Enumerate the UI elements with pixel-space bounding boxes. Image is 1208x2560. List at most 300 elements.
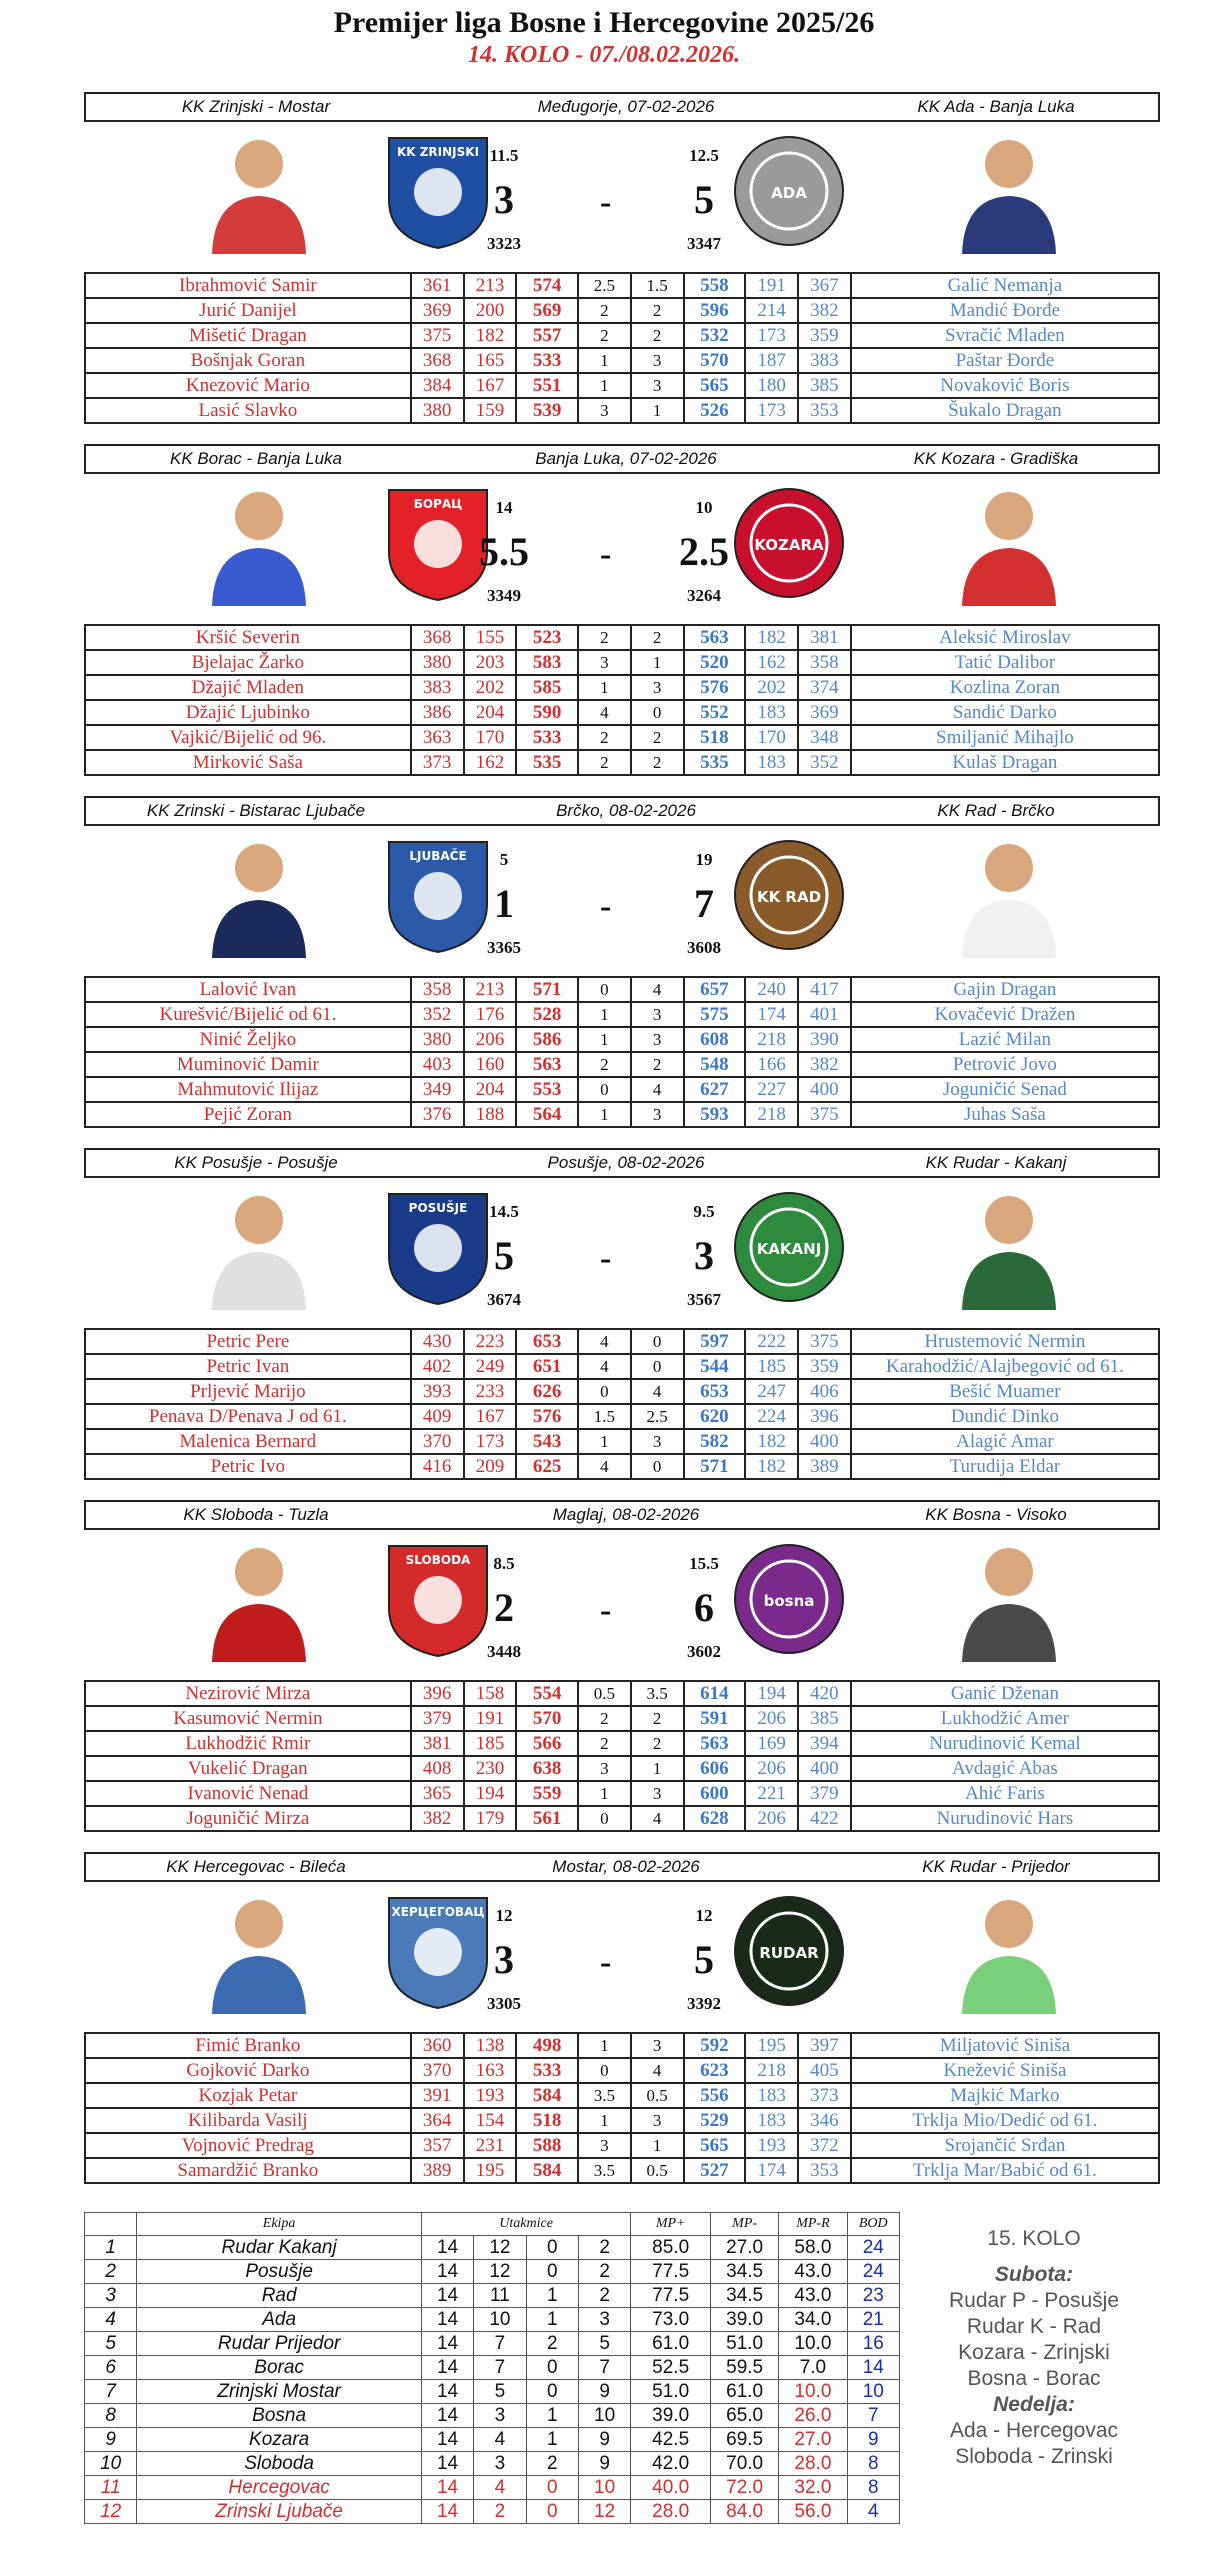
home-points: 8.5 <box>493 1554 515 1573</box>
home-clear: 167 <box>464 1404 517 1429</box>
player-row <box>85 1329 1159 1354</box>
away-clear: 218 <box>745 1027 798 1052</box>
score-separator: - <box>600 1944 612 1981</box>
player-row <box>85 1806 1159 1831</box>
player-row <box>85 1027 1159 1052</box>
away-clear: 227 <box>745 1077 798 1102</box>
home-clear: 200 <box>464 298 517 323</box>
away-clear: 191 <box>745 273 798 298</box>
home-full: 393 <box>411 1379 464 1404</box>
player-row <box>85 2058 1159 2083</box>
home-clear: 162 <box>464 750 517 775</box>
standings-played: 14 <box>421 2380 473 2404</box>
home-clear: 193 <box>464 2083 517 2108</box>
standings-mp-minus: 34.5 <box>710 2284 778 2308</box>
away-full: 348 <box>798 725 851 750</box>
away-clear: 247 <box>745 1379 798 1404</box>
home-player: Ibrahmović Samir <box>85 273 411 298</box>
away-clear: 174 <box>745 1002 798 1027</box>
standings-mp-r: 34.0 <box>779 2308 847 2332</box>
player-row <box>85 1379 1159 1404</box>
home-team: KK Zrinjski - Mostar <box>181 97 331 116</box>
standings-losses: 2 <box>578 2260 630 2284</box>
home-total: 533 <box>516 2058 578 2083</box>
away-clear: 170 <box>745 725 798 750</box>
home-player-photo <box>204 126 314 254</box>
standings-mp-minus: 84.0 <box>710 2500 778 2524</box>
away-total: 582 <box>684 1429 746 1454</box>
home-total: 570 <box>516 1706 578 1731</box>
home-full: 384 <box>411 373 464 398</box>
away-player: Tatić Dalibor <box>851 650 1159 675</box>
home-full: 380 <box>411 398 464 423</box>
player-row <box>85 398 1159 423</box>
day1-game: Kozara - Zrinjski <box>958 2341 1110 2364</box>
standings-mp-r: 27.0 <box>779 2428 847 2452</box>
away-set-points: 1 <box>631 650 684 675</box>
standings-losses: 3 <box>578 2308 630 2332</box>
away-clear: 173 <box>745 323 798 348</box>
match-venue-date: Banja Luka, 07-02-2026 <box>535 449 717 468</box>
standings-losses: 12 <box>578 2500 630 2524</box>
players-table <box>84 1328 1160 1480</box>
standings-points: 24 <box>847 2236 899 2260</box>
standings-draws: 2 <box>526 2452 578 2476</box>
home-clear: 170 <box>464 725 517 750</box>
home-player: Joguničić Mirza <box>85 1806 411 1831</box>
away-total: 532 <box>684 323 746 348</box>
standings-mp-minus: 39.0 <box>710 2308 778 2332</box>
home-set-points: 2 <box>578 323 631 348</box>
standings-mp-plus: 40.0 <box>631 2476 711 2500</box>
home-player: Malenica Bernard <box>85 1429 411 1454</box>
away-player: Bešić Muamer <box>851 1379 1159 1404</box>
away-points: 12.5 <box>689 146 719 165</box>
home-logo-text: KK ZRINJSKI <box>396 145 480 159</box>
home-full: 368 <box>411 348 464 373</box>
home-score: 1 <box>494 881 514 926</box>
away-set-points: 3 <box>631 2033 684 2058</box>
match-venue-date: Posušje, 08-02-2026 <box>547 1153 705 1172</box>
away-clear: 206 <box>745 1706 798 1731</box>
away-clear: 193 <box>745 2133 798 2158</box>
away-set-points: 2 <box>631 323 684 348</box>
home-full: 389 <box>411 2158 464 2183</box>
player-row <box>85 700 1159 725</box>
away-full: 422 <box>798 1806 851 1831</box>
home-score: 5.5 <box>479 529 529 574</box>
standings-losses: 7 <box>578 2356 630 2380</box>
away-clear: 180 <box>745 373 798 398</box>
home-full: 382 <box>411 1806 464 1831</box>
standings-mp-plus: 42.5 <box>631 2428 711 2452</box>
home-set-points: 1 <box>578 2033 631 2058</box>
standings-played: 14 <box>421 2284 473 2308</box>
standings-losses: 2 <box>578 2236 630 2260</box>
standings-losses: 2 <box>578 2284 630 2308</box>
match-block <box>84 1500 1160 1840</box>
home-clear: 249 <box>464 1354 517 1379</box>
standings-row <box>85 2284 900 2308</box>
away-clear: 182 <box>745 625 798 650</box>
home-points: 11.5 <box>489 146 519 165</box>
standings-row <box>85 2452 900 2476</box>
home-player: Vojnović Predrag <box>85 2133 411 2158</box>
standings-wins: 2 <box>474 2500 526 2524</box>
away-full: 394 <box>798 1731 851 1756</box>
standings-points: 8 <box>847 2452 899 2476</box>
away-set-points: 4 <box>631 1806 684 1831</box>
standings-losses: 5 <box>578 2332 630 2356</box>
standings-row <box>85 2332 900 2356</box>
home-team-total: 3323 <box>487 234 521 253</box>
away-player: Sandić Darko <box>851 700 1159 725</box>
away-player: Nurudinović Kemal <box>851 1731 1159 1756</box>
home-player-photo <box>204 478 314 606</box>
away-total: 526 <box>684 398 746 423</box>
standings-team-name: Bosna <box>137 2404 422 2428</box>
home-total: 563 <box>516 1052 578 1077</box>
home-clear: 194 <box>464 1781 517 1806</box>
score-separator: - <box>600 184 612 221</box>
home-player: Penava D/Penava J od 61. <box>85 1404 411 1429</box>
standings-wins: 7 <box>474 2332 526 2356</box>
day1-label: Subota: <box>994 2263 1074 2286</box>
standings-played: 14 <box>421 2452 473 2476</box>
home-set-points: 0 <box>578 1806 631 1831</box>
header-mp-minus: MP- <box>710 2213 778 2236</box>
home-total: 543 <box>516 1429 578 1454</box>
day1-game: Rudar K - Rad <box>966 2315 1102 2338</box>
away-player: Paštar Đorđe <box>851 348 1159 373</box>
home-total: 584 <box>516 2158 578 2183</box>
away-club-logo <box>730 130 848 252</box>
home-score: 5 <box>494 1233 514 1278</box>
home-set-points: 4 <box>578 1454 631 1479</box>
standings-played: 14 <box>421 2308 473 2332</box>
away-set-points: 0 <box>631 1329 684 1354</box>
away-total: 518 <box>684 725 746 750</box>
standings-mp-minus: 59.5 <box>710 2356 778 2380</box>
home-team-total: 3349 <box>487 586 521 605</box>
standings-mp-minus: 69.5 <box>710 2428 778 2452</box>
home-team: KK Zrinski - Bistarac Ljubače <box>146 801 366 820</box>
players-table <box>84 624 1160 776</box>
away-player-photo <box>954 1534 1064 1662</box>
away-set-points: 1 <box>631 398 684 423</box>
away-clear: 182 <box>745 1454 798 1479</box>
match-block <box>84 92 1160 432</box>
away-club-logo <box>730 1890 848 2012</box>
standings-row <box>85 2428 900 2452</box>
away-total: 623 <box>684 2058 746 2083</box>
standings-points: 14 <box>847 2356 899 2380</box>
away-total: 592 <box>684 2033 746 2058</box>
match-header <box>84 796 1160 826</box>
player-row <box>85 2133 1159 2158</box>
home-set-points: 3.5 <box>578 2083 631 2108</box>
standings-losses: 9 <box>578 2452 630 2476</box>
away-total: 620 <box>684 1404 746 1429</box>
away-clear: 173 <box>745 398 798 423</box>
home-set-points: 2 <box>578 1731 631 1756</box>
away-full: 375 <box>798 1102 851 1127</box>
away-full: 346 <box>798 2108 851 2133</box>
standings-played: 14 <box>421 2500 473 2524</box>
home-full: 352 <box>411 1002 464 1027</box>
away-clear: 183 <box>745 2083 798 2108</box>
away-total: 565 <box>684 373 746 398</box>
home-total: 518 <box>516 2108 578 2133</box>
standings-rank: 1 <box>85 2236 137 2260</box>
away-player: Srojančić Srđan <box>851 2133 1159 2158</box>
home-set-points: 2 <box>578 1052 631 1077</box>
standings-mp-plus: 39.0 <box>631 2404 711 2428</box>
standings-row <box>85 2500 900 2524</box>
standings-points: 9 <box>847 2428 899 2452</box>
away-club-logo <box>730 1186 848 1308</box>
away-total: 657 <box>684 977 746 1002</box>
standings-mp-plus: 28.0 <box>631 2500 711 2524</box>
home-set-points: 1 <box>578 1781 631 1806</box>
home-total: 554 <box>516 1681 578 1706</box>
match-block <box>84 444 1160 784</box>
home-set-points: 0 <box>578 1077 631 1102</box>
home-set-points: 1.5 <box>578 1404 631 1429</box>
home-player: Lasić Slavko <box>85 398 411 423</box>
players-table <box>84 2032 1160 2184</box>
away-total: 556 <box>684 2083 746 2108</box>
away-clear: 218 <box>745 1102 798 1127</box>
home-clear: 209 <box>464 1454 517 1479</box>
home-clear: 203 <box>464 650 517 675</box>
player-row <box>85 1002 1159 1027</box>
standings-rank: 11 <box>85 2476 137 2500</box>
standings-draws: 1 <box>526 2404 578 2428</box>
away-club-logo <box>730 482 848 604</box>
standings-row <box>85 2476 900 2500</box>
standings-points: 23 <box>847 2284 899 2308</box>
home-clear: 155 <box>464 625 517 650</box>
away-set-points: 4 <box>631 2058 684 2083</box>
away-team-total: 3608 <box>687 938 721 957</box>
standings-table <box>84 2212 900 2524</box>
home-points: 14.5 <box>489 1202 519 1221</box>
day1-game: Rudar P - Posušje <box>948 2289 1120 2312</box>
standings-draws: 1 <box>526 2284 578 2308</box>
home-logo-text: ХЕРЦЕГОВАЦ <box>391 1905 485 1919</box>
away-full: 400 <box>798 1077 851 1102</box>
home-set-points: 0 <box>578 1379 631 1404</box>
home-total: 653 <box>516 1329 578 1354</box>
away-player: Lukhodžić Amer <box>851 1706 1159 1731</box>
home-player: Fimić Branko <box>85 2033 411 2058</box>
away-total: 529 <box>684 2108 746 2133</box>
home-player: Muminović Damir <box>85 1052 411 1077</box>
player-row <box>85 1077 1159 1102</box>
players-table <box>84 272 1160 424</box>
standings-mp-r: 10.0 <box>779 2380 847 2404</box>
standings-draws: 2 <box>526 2332 578 2356</box>
away-total: 544 <box>684 1354 746 1379</box>
away-score: 5 <box>694 177 714 222</box>
away-club-logo <box>730 834 848 956</box>
standings-wins: 5 <box>474 2380 526 2404</box>
away-logo-text: KAKANJ <box>756 1240 822 1258</box>
player-row <box>85 675 1159 700</box>
away-clear: 224 <box>745 1404 798 1429</box>
away-full: 417 <box>798 977 851 1002</box>
away-clear: 185 <box>745 1354 798 1379</box>
away-total: 548 <box>684 1052 746 1077</box>
away-logo-text: RUDAR <box>759 1944 819 1962</box>
home-set-points: 3 <box>578 398 631 423</box>
player-row <box>85 1756 1159 1781</box>
away-total: 628 <box>684 1806 746 1831</box>
away-clear: 182 <box>745 1429 798 1454</box>
away-score: 7 <box>694 881 714 926</box>
match-header <box>84 1148 1160 1178</box>
standings-draws: 0 <box>526 2236 578 2260</box>
home-points: 14 <box>495 498 513 517</box>
standings-mp-minus: 51.0 <box>710 2332 778 2356</box>
match-header <box>84 92 1160 122</box>
away-set-points: 0.5 <box>631 2158 684 2183</box>
home-player: Vukelić Dragan <box>85 1756 411 1781</box>
player-row <box>85 1706 1159 1731</box>
home-set-points: 2 <box>578 1706 631 1731</box>
away-player: Alagić Amar <box>851 1429 1159 1454</box>
away-set-points: 4 <box>631 1077 684 1102</box>
away-team-total: 3264 <box>687 586 721 605</box>
away-total: 606 <box>684 1756 746 1781</box>
away-set-points: 2 <box>631 1731 684 1756</box>
standings-losses: 10 <box>578 2404 630 2428</box>
home-total: 584 <box>516 2083 578 2108</box>
home-full: 391 <box>411 2083 464 2108</box>
home-total: 564 <box>516 1102 578 1127</box>
away-full: 358 <box>798 650 851 675</box>
away-total: 563 <box>684 1731 746 1756</box>
home-total: 638 <box>516 1756 578 1781</box>
home-player-photo <box>204 1182 314 1310</box>
away-full: 389 <box>798 1454 851 1479</box>
away-score: 5 <box>694 1937 714 1982</box>
home-total: 569 <box>516 298 578 323</box>
standings-rank: 8 <box>85 2404 137 2428</box>
home-team-total: 3448 <box>487 1642 521 1661</box>
away-total: 552 <box>684 700 746 725</box>
away-clear: 214 <box>745 298 798 323</box>
home-clear: 138 <box>464 2033 517 2058</box>
home-total: 576 <box>516 1404 578 1429</box>
player-row <box>85 1781 1159 1806</box>
player-row <box>85 1404 1159 1429</box>
standings-draws: 0 <box>526 2476 578 2500</box>
player-row <box>85 1354 1159 1379</box>
player-row <box>85 2158 1159 2183</box>
match-header <box>84 1500 1160 1530</box>
home-set-points: 4 <box>578 700 631 725</box>
home-full: 358 <box>411 977 464 1002</box>
away-clear: 169 <box>745 1731 798 1756</box>
home-set-points: 4 <box>578 1329 631 1354</box>
standings-team-name: Rudar Prijedor <box>137 2332 422 2356</box>
home-score: 3 <box>494 1937 514 1982</box>
standings-header <box>85 2213 900 2236</box>
home-player: Knezović Mario <box>85 373 411 398</box>
away-full: 401 <box>798 1002 851 1027</box>
match-venue-date: Mostar, 08-02-2026 <box>552 1857 700 1876</box>
home-player: Bjelajac Žarko <box>85 650 411 675</box>
standings-played: 14 <box>421 2476 473 2500</box>
away-full: 385 <box>798 1706 851 1731</box>
home-set-points: 1 <box>578 675 631 700</box>
home-total: 626 <box>516 1379 578 1404</box>
away-full: 397 <box>798 2033 851 2058</box>
away-set-points: 3 <box>631 2108 684 2133</box>
standings-team-name: Zrinjski Mostar <box>137 2380 422 2404</box>
home-clear: 231 <box>464 2133 517 2158</box>
away-full: 353 <box>798 398 851 423</box>
away-clear: 183 <box>745 2108 798 2133</box>
away-player: Hrustemović Nermin <box>851 1329 1159 1354</box>
home-total: 553 <box>516 1077 578 1102</box>
player-row <box>85 1681 1159 1706</box>
standings-wins: 4 <box>474 2428 526 2452</box>
away-full: 375 <box>798 1329 851 1354</box>
home-clear: 204 <box>464 700 517 725</box>
home-total: 571 <box>516 977 578 1002</box>
away-player: Avdagić Abas <box>851 1756 1159 1781</box>
away-total: 527 <box>684 2158 746 2183</box>
home-player: Mahmutović Ilijaz <box>85 1077 411 1102</box>
away-set-points: 2 <box>631 725 684 750</box>
home-total: 574 <box>516 273 578 298</box>
home-player: Lukhodžić Rmir <box>85 1731 411 1756</box>
away-total: 575 <box>684 1002 746 1027</box>
standings-draws: 0 <box>526 2260 578 2284</box>
standings-wins: 4 <box>474 2476 526 2500</box>
away-player: Juhas Saša <box>851 1102 1159 1127</box>
home-full: 386 <box>411 700 464 725</box>
home-player: Gojković Darko <box>85 2058 411 2083</box>
home-team: KK Sloboda - Tuzla <box>183 1505 329 1524</box>
standings-rank: 6 <box>85 2356 137 2380</box>
away-score: 2.5 <box>679 529 729 574</box>
away-team: KK Rudar - Kakanj <box>925 1153 1067 1172</box>
standings-wins: 3 <box>474 2404 526 2428</box>
standings-mp-r: 7.0 <box>779 2356 847 2380</box>
home-total: 523 <box>516 625 578 650</box>
home-set-points: 1 <box>578 1102 631 1127</box>
home-clear: 230 <box>464 1756 517 1781</box>
home-set-points: 2 <box>578 725 631 750</box>
away-player: Kozlina Zoran <box>851 675 1159 700</box>
standings-mp-minus: 34.5 <box>710 2260 778 2284</box>
away-logo-text: KK RAD <box>756 888 822 906</box>
away-player: Majkić Marko <box>851 2083 1159 2108</box>
home-full: 364 <box>411 2108 464 2133</box>
away-full: 400 <box>798 1429 851 1454</box>
home-total: 533 <box>516 348 578 373</box>
home-clear: 165 <box>464 348 517 373</box>
home-full: 365 <box>411 1781 464 1806</box>
home-clear: 176 <box>464 1002 517 1027</box>
standings-draws: 0 <box>526 2356 578 2380</box>
away-player: Dundić Dinko <box>851 1404 1159 1429</box>
standings-row <box>85 2308 900 2332</box>
